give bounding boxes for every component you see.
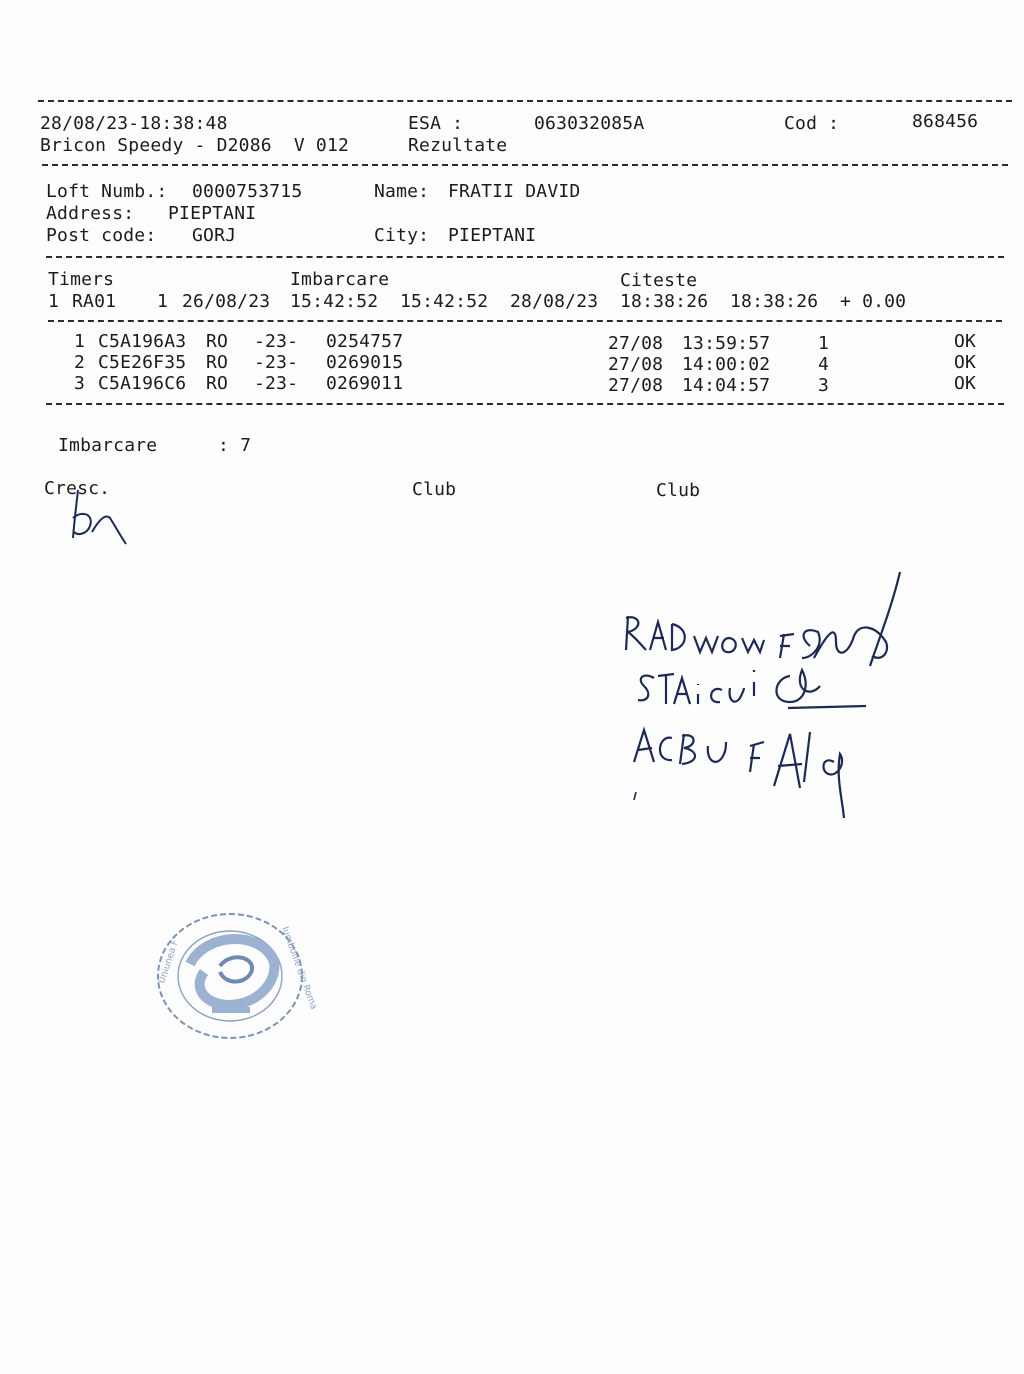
timers-col-timers: Timers — [48, 269, 115, 290]
loft-city-value: PIEPTANI — [448, 225, 537, 246]
loft-address-value: PIEPTANI — [168, 203, 257, 224]
loft-postcode-label: Post code: — [46, 225, 157, 246]
timers-row-cit-time2: 18:38:26 — [730, 291, 819, 312]
result-date: 27/08 — [608, 333, 664, 354]
club2-label: Club — [656, 480, 701, 501]
summary-imbarcare-value: : 7 — [218, 435, 252, 456]
result-status: OK — [954, 352, 977, 373]
result-country: RO — [206, 352, 229, 373]
svg-text:Uniunea F: Uniunea F — [157, 938, 181, 985]
timers-col-imbarcare: Imbarcare — [290, 269, 390, 290]
cresc-signature — [60, 488, 140, 548]
loft-city-label: City: — [374, 225, 430, 246]
result-year: -23- — [254, 373, 299, 394]
result-chip: C5A196A3 — [98, 331, 187, 352]
cresc-label: Cresc. — [44, 478, 111, 499]
timers-row-imb-time2: 15:42:52 — [400, 291, 489, 312]
result-time: 14:00:02 — [682, 354, 771, 375]
loft-address-label: Address: — [46, 203, 135, 224]
result-year: -23- — [254, 331, 299, 352]
separator-loft — [46, 256, 1004, 258]
club-handwritten-signatures — [614, 566, 914, 826]
result-time: 13:59:57 — [682, 333, 771, 354]
result-idx: 3 — [74, 373, 86, 394]
result-idx: 1 — [74, 331, 86, 352]
loft-postcode-value: GORJ — [192, 225, 237, 246]
result-chip: C5A196C6 — [98, 373, 187, 394]
header-report: Rezultate — [408, 135, 508, 156]
result-ring: 0269011 — [326, 373, 404, 394]
loft-name-label: Name: — [374, 181, 430, 202]
svg-text:lumbofile din Roma: lumbofile din Roma — [279, 925, 319, 1011]
timers-row-imb-date: 26/08/23 — [182, 291, 271, 312]
header-cod-label: Cod : — [784, 113, 840, 134]
result-time: 14:04:57 — [682, 375, 771, 396]
timers-row-n: 1 — [157, 291, 169, 312]
timers-row-index: 1 — [48, 291, 60, 312]
result-ring: 0254757 — [326, 331, 404, 352]
result-pos: 3 — [818, 375, 830, 396]
result-ring: 0269015 — [326, 352, 404, 373]
timers-row-cit-time1: 18:38:26 — [620, 291, 709, 312]
result-country: RO — [206, 331, 229, 352]
loft-number-label: Loft Numb.: — [46, 181, 168, 202]
result-country: RO — [206, 373, 229, 394]
loft-number-value: 0000753715 — [192, 181, 303, 202]
timers-row-cit-date: 28/08/23 — [510, 291, 599, 312]
header-device: Bricon Speedy - D2086 V 012 — [40, 135, 350, 156]
club1-label: Club — [412, 479, 457, 500]
header-cod-value: 868456 — [912, 111, 979, 132]
result-chip: C5E26F35 — [98, 352, 187, 373]
result-idx: 2 — [74, 352, 86, 373]
separator-top — [38, 100, 1012, 102]
result-pos: 1 — [818, 333, 830, 354]
summary-imbarcare-label: Imbarcare — [58, 435, 158, 456]
result-status: OK — [954, 373, 977, 394]
header-esa-value: 063032085A — [534, 113, 645, 134]
result-status: OK — [954, 331, 977, 352]
header-datetime: 28/08/23-18:38:48 — [40, 113, 228, 134]
club-stamp-seal — [150, 906, 319, 1046]
result-year: -23- — [254, 352, 299, 373]
result-date: 27/08 — [608, 354, 664, 375]
separator-timers — [48, 320, 1002, 322]
timers-row-offset: + 0.00 — [840, 291, 907, 312]
timers-row-id: RA01 — [72, 291, 117, 312]
result-pos: 4 — [818, 354, 830, 375]
header-esa-label: ESA : — [408, 113, 464, 134]
loft-name-value: FRATII DAVID — [448, 181, 581, 202]
result-date: 27/08 — [608, 375, 664, 396]
timers-row-imb-time1: 15:42:52 — [290, 291, 379, 312]
separator-results — [46, 403, 1004, 405]
separator-header — [42, 164, 1008, 166]
timers-col-citeste: Citeste — [620, 270, 698, 291]
